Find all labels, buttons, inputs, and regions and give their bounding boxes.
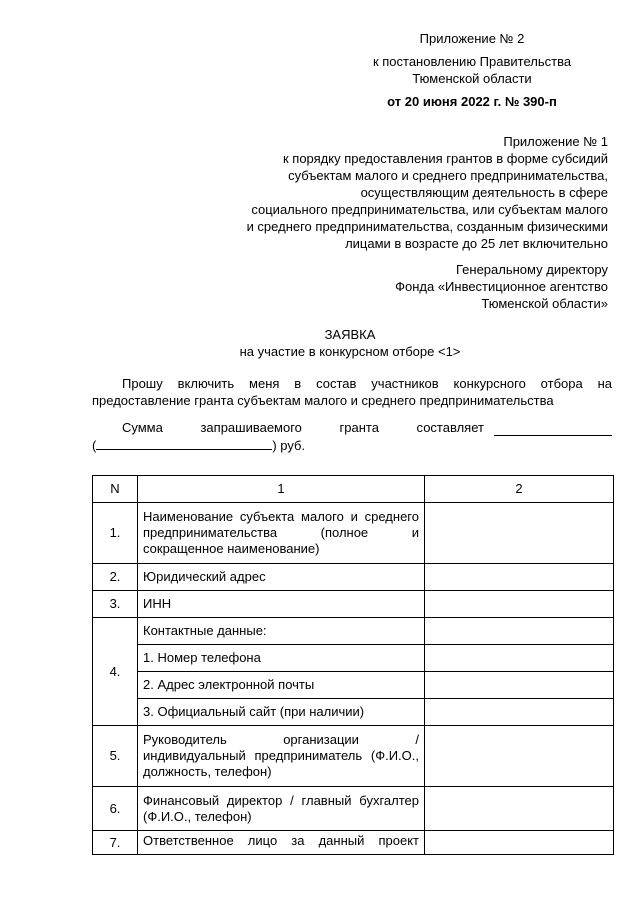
- header-annex-2: [352, 30, 592, 110]
- table-row: [93, 564, 614, 591]
- title-sub: на участие в конкурсном отборе <1>: [239, 344, 461, 359]
- annex-1-line-3: осуществляющим деятельность в сфере: [360, 185, 608, 200]
- annex-2-label: Приложение № 2: [419, 31, 525, 46]
- row-number: 4.: [93, 618, 138, 726]
- row-number: 1.: [93, 503, 138, 564]
- row-number: 3.: [93, 591, 138, 618]
- annex-1-line-1: к порядку предоставления грантов в форме субсидий: [282, 151, 608, 166]
- table-row: [93, 503, 614, 564]
- row-value-cell[interactable]: [425, 726, 614, 787]
- row-value-cell[interactable]: [425, 618, 614, 645]
- annex-2-region: Тюменской области: [412, 71, 532, 86]
- row-value-cell[interactable]: [425, 645, 614, 672]
- row-number: 7.: [93, 831, 138, 855]
- sum-line: [92, 419, 612, 454]
- row-label: ИНН: [138, 591, 425, 618]
- table-row: [93, 787, 614, 831]
- annex-2-reference: к постановлению Правительства: [372, 54, 572, 69]
- row-label: Наименование субъекта малого и среднего предпринимательства (полное и сокращенное наименование): [138, 503, 425, 564]
- row-value-cell[interactable]: [425, 503, 614, 564]
- sum-amount-field[interactable]: [494, 422, 612, 436]
- table-row: [93, 591, 614, 618]
- table-header-row: [93, 476, 614, 503]
- header-col-2: 2: [425, 476, 614, 503]
- row-value-cell[interactable]: [425, 672, 614, 699]
- table-row: [93, 672, 614, 699]
- addressee-block: [308, 261, 608, 312]
- row-sub-label: 3. Официальный сайт (при наличии): [138, 699, 425, 726]
- annex-1-line-2: субъектам малого и среднего предпринимательства,: [288, 168, 608, 183]
- row-sub-label: 1. Номер телефона: [138, 645, 425, 672]
- row-value-cell[interactable]: [425, 591, 614, 618]
- table-row: [93, 726, 614, 787]
- row-value-cell[interactable]: [425, 564, 614, 591]
- row-value-cell[interactable]: [425, 787, 614, 831]
- addressee-line-0: Генеральному директору: [456, 262, 608, 277]
- table-row: [93, 618, 614, 645]
- sum-label: Сумма запрашиваемого гранта составляет: [122, 420, 484, 435]
- header-n: N: [93, 476, 138, 503]
- sum-open-paren: (: [92, 438, 97, 453]
- header-annex-1: [188, 133, 608, 252]
- application-table: [92, 475, 614, 855]
- row-sub-label: Контактные данные:: [138, 618, 425, 645]
- annex-1-line-0: Приложение № 1: [503, 134, 608, 149]
- table-row: [93, 645, 614, 672]
- header-col-1: 1: [138, 476, 425, 503]
- row-sub-label: 2. Адрес электронной почты: [138, 672, 425, 699]
- sum-suffix: ) руб.: [272, 438, 306, 453]
- row-label: Ответственное лицо за данный проект: [138, 831, 425, 855]
- row-label: Юридический адрес: [138, 564, 425, 591]
- row-number: 6.: [93, 787, 138, 831]
- row-number: 5.: [93, 726, 138, 787]
- annex-1-line-5: и среднего предпринимательства, созданным физическими: [246, 219, 608, 234]
- row-value-cell[interactable]: [425, 699, 614, 726]
- row-label: Руководитель организации / индивидуальный предприниматель (Ф.И.О., должность, телефон): [138, 726, 425, 787]
- table-row: [93, 831, 614, 855]
- addressee-line-2: Тюменской области»: [481, 296, 608, 311]
- addressee-line-1: Фонда «Инвестиционное агентство: [395, 279, 608, 294]
- row-label: Финансовый директор / главный бухгалтер (Ф.И.О., телефон): [138, 787, 425, 831]
- sum-words-field[interactable]: [96, 436, 272, 450]
- annex-1-line-6: лицами в возрасте до 25 лет включительно: [345, 236, 608, 251]
- title-main: ЗАЯВКА: [324, 327, 376, 342]
- annex-2-date: от 20 июня 2022 г. № 390-п: [387, 94, 557, 109]
- annex-1-line-4: социального предпринимательства, или субъектам малого: [251, 202, 608, 217]
- request-paragraph: Прошу включить меня в состав участников конкурсного отбора на предоставление гранта субъектам малого и среднего предпринимательства: [92, 376, 612, 408]
- row-value-cell[interactable]: [425, 831, 614, 855]
- application-title: [0, 326, 640, 360]
- row-number: 2.: [93, 564, 138, 591]
- table-row: [93, 699, 614, 726]
